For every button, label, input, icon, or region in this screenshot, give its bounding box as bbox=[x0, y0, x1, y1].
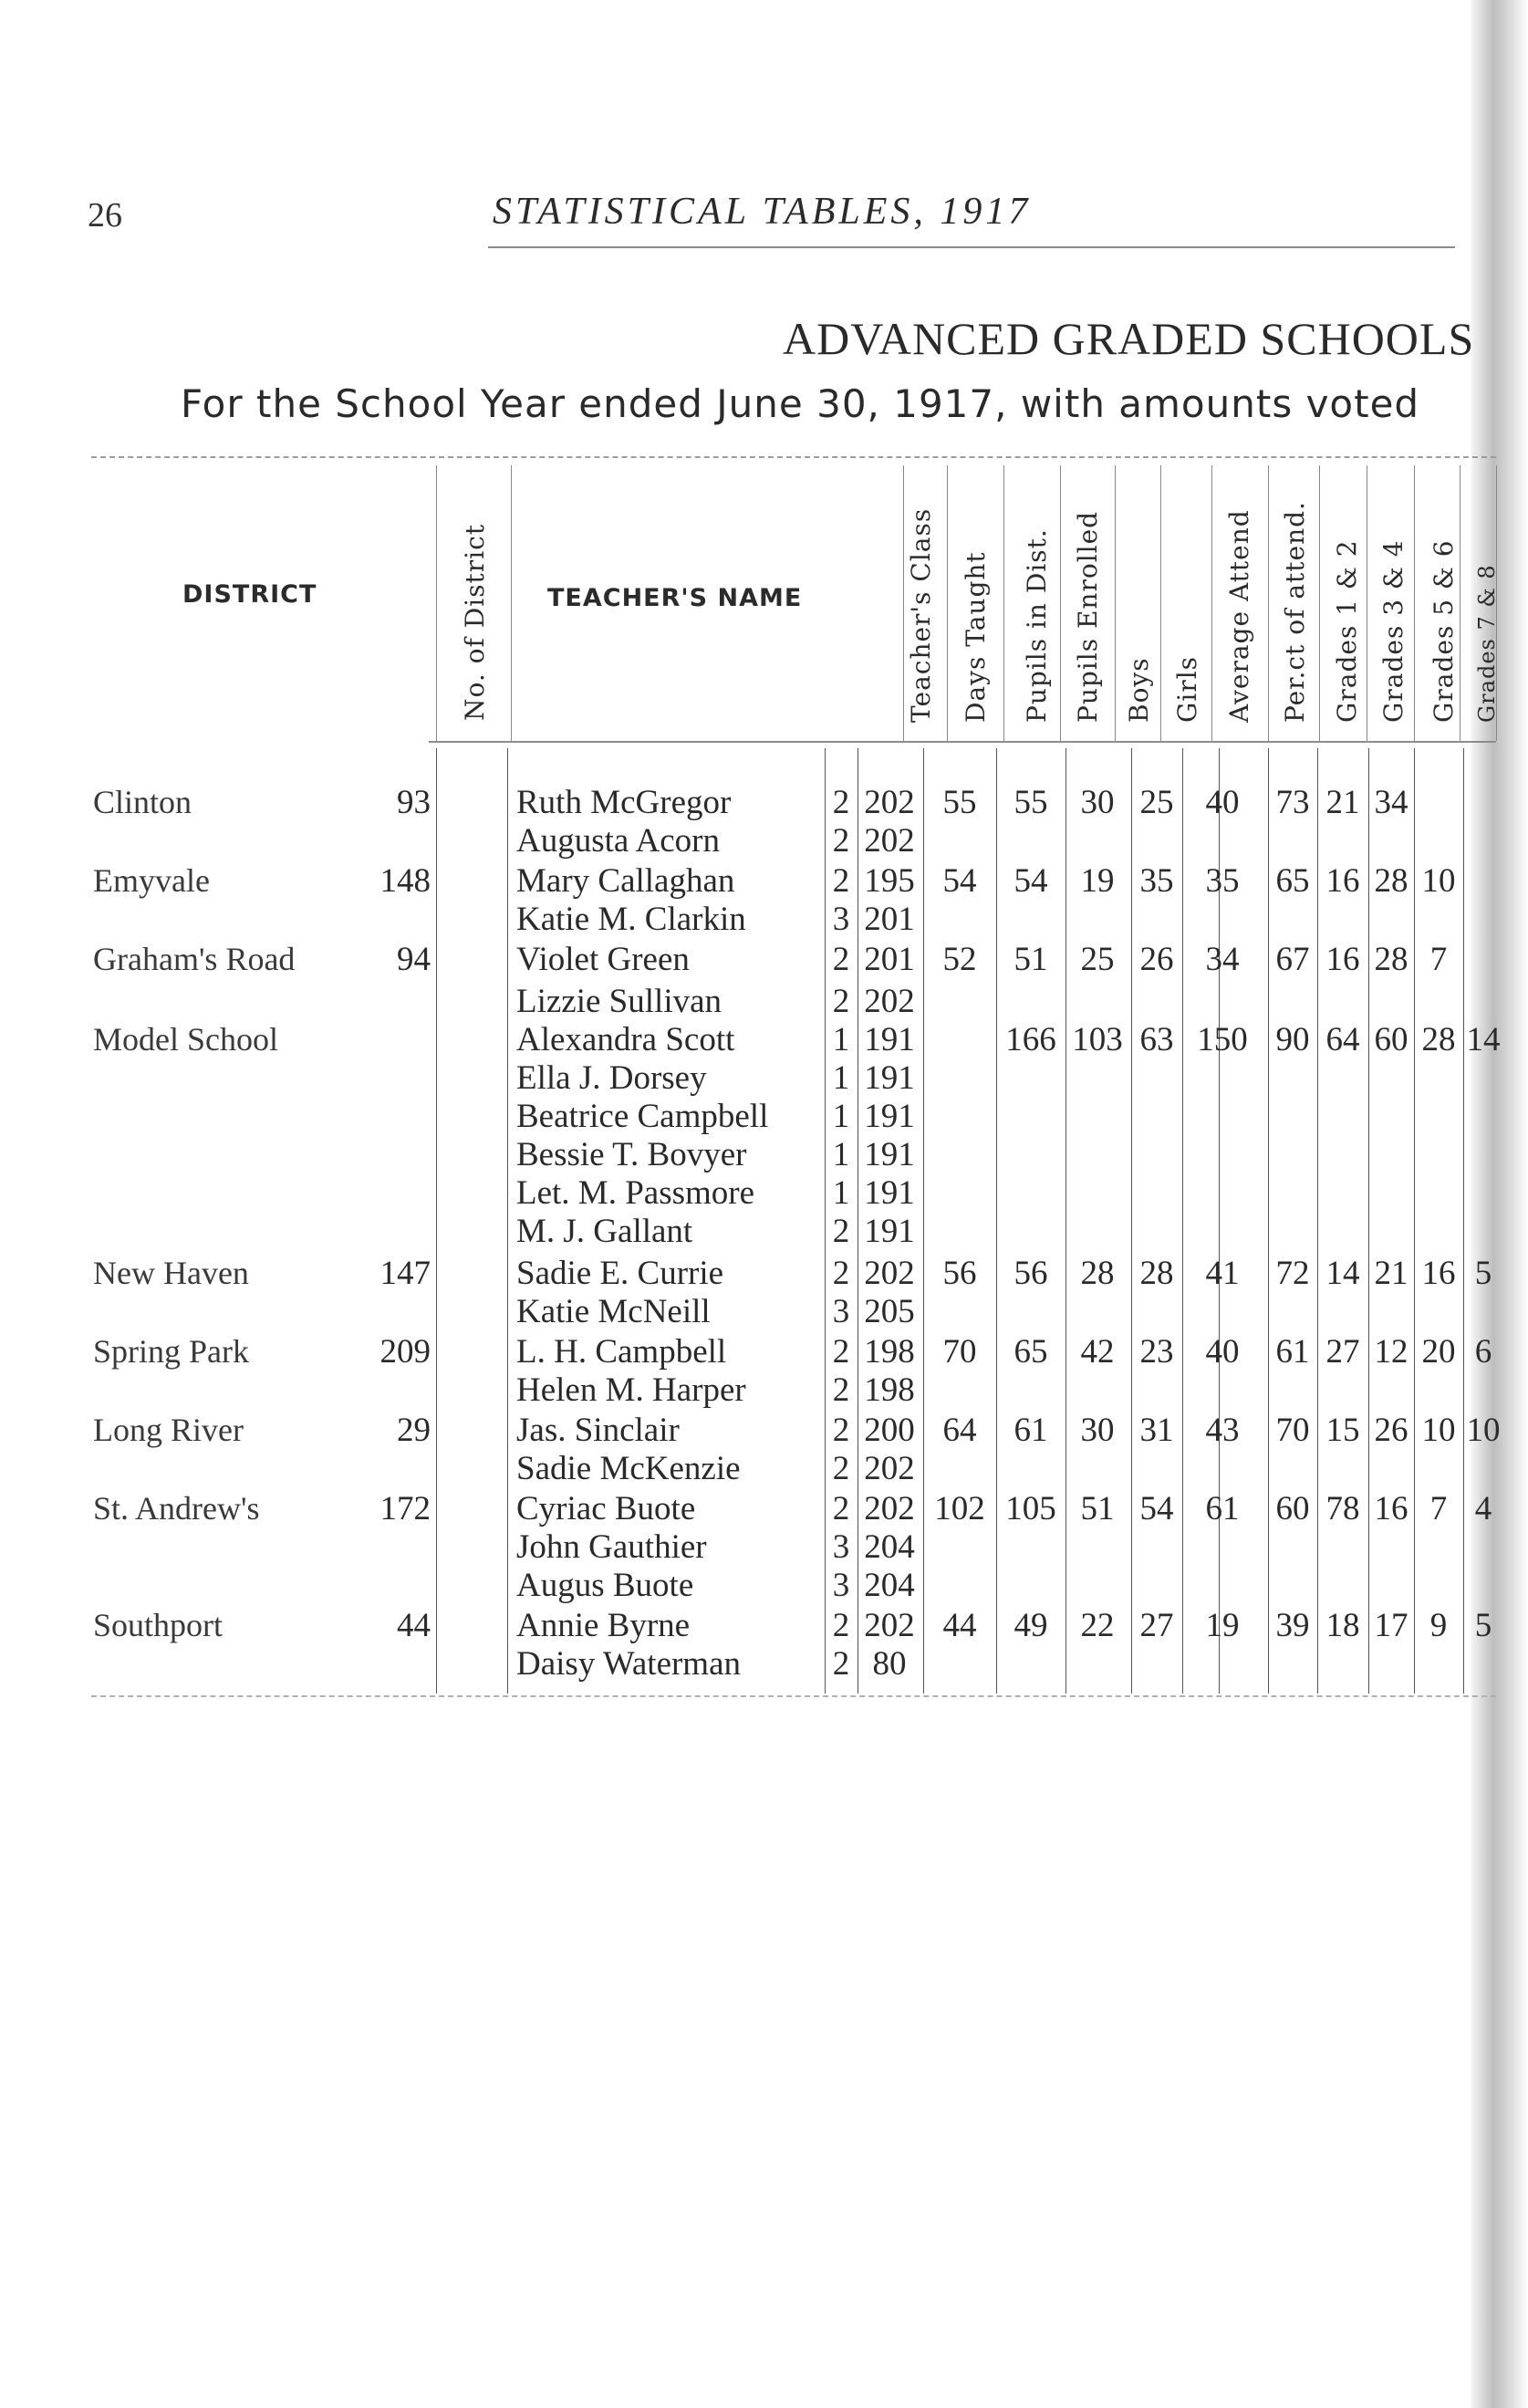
district-number: 148 bbox=[379, 862, 431, 900]
percent-attend: 60 bbox=[1275, 1490, 1310, 1527]
grades-1-2: 14 bbox=[1325, 1255, 1360, 1292]
pupils-in-district: 166 bbox=[1005, 1021, 1056, 1058]
pupils-in-district: 55 bbox=[1013, 784, 1048, 821]
average-attend: 35 bbox=[1205, 862, 1240, 900]
boys-count: 51 bbox=[1080, 1490, 1115, 1527]
running-head: STATISTICAL TABLES, 1917 bbox=[493, 191, 1032, 233]
district-number: 147 bbox=[379, 1255, 431, 1292]
boys-count: 22 bbox=[1080, 1607, 1115, 1644]
grades-5-6: 20 bbox=[1421, 1333, 1456, 1371]
average-attend: 150 bbox=[1197, 1021, 1248, 1058]
district-name: Spring Park bbox=[93, 1333, 249, 1370]
district-name: Emyvale bbox=[93, 862, 210, 899]
teacher-class: 2 bbox=[832, 1213, 850, 1250]
teacher-class: 1 bbox=[832, 1021, 850, 1058]
average-attend: 40 bbox=[1205, 1333, 1240, 1371]
pupils-in-district: 56 bbox=[1013, 1255, 1048, 1292]
header-grades-5-6: Grades 5 & 6 bbox=[1429, 539, 1459, 723]
header-district-no: No. of District bbox=[460, 523, 490, 721]
girls-count: 26 bbox=[1139, 941, 1174, 978]
teacher-class: 3 bbox=[832, 1528, 850, 1566]
column-rule bbox=[436, 465, 437, 741]
teacher-class: 2 bbox=[832, 1490, 850, 1527]
girls-count: 28 bbox=[1139, 1255, 1174, 1292]
district-number: 29 bbox=[397, 1412, 431, 1449]
column-rule bbox=[1317, 748, 1318, 1694]
column-rule bbox=[1414, 748, 1415, 1694]
district-name: Graham's Road bbox=[93, 941, 296, 977]
header-boys: Boys bbox=[1124, 657, 1154, 723]
teacher-days: 204 bbox=[864, 1567, 915, 1604]
column-rule bbox=[1414, 465, 1415, 741]
grades-7-8: 10 bbox=[1466, 1412, 1501, 1449]
pupils-in-district: 49 bbox=[1013, 1607, 1048, 1644]
girls-count: 63 bbox=[1139, 1021, 1174, 1058]
teacher-days: 202 bbox=[864, 784, 915, 821]
teacher-days: 202 bbox=[864, 1607, 915, 1644]
pupils-in-district: 65 bbox=[1013, 1333, 1048, 1371]
teacher-class: 2 bbox=[832, 1607, 850, 1644]
girls-count: 25 bbox=[1139, 784, 1174, 821]
teacher-days: 198 bbox=[864, 1333, 915, 1371]
girls-count: 54 bbox=[1139, 1490, 1174, 1527]
grades-3-4: 34 bbox=[1374, 784, 1408, 821]
district-name: St. Andrew's bbox=[93, 1490, 260, 1527]
column-rule bbox=[1060, 465, 1061, 741]
column-rule bbox=[1211, 465, 1212, 741]
teacher-name: M. J. Gallant bbox=[516, 1213, 693, 1250]
column-rule bbox=[1115, 465, 1116, 741]
header-grades-3-4: Grades 3 & 4 bbox=[1378, 539, 1408, 723]
grades-1-2: 21 bbox=[1325, 784, 1360, 821]
grades-3-4: 21 bbox=[1374, 1255, 1408, 1292]
boys-count: 19 bbox=[1080, 862, 1115, 900]
percent-attend: 65 bbox=[1275, 862, 1310, 900]
teacher-name: Augusta Acorn bbox=[516, 822, 720, 860]
column-rule bbox=[1003, 465, 1004, 741]
column-rule bbox=[1268, 465, 1269, 741]
grades-7-8: 4 bbox=[1474, 1490, 1492, 1527]
grades-1-2: 16 bbox=[1325, 941, 1360, 978]
grades-1-2: 64 bbox=[1325, 1021, 1360, 1058]
grades-7-8: 5 bbox=[1474, 1607, 1492, 1644]
teacher-days: 201 bbox=[864, 901, 915, 938]
teacher-class: 2 bbox=[832, 1333, 850, 1371]
days-taught: 54 bbox=[942, 862, 977, 900]
column-rule bbox=[511, 465, 512, 741]
grades-3-4: 26 bbox=[1374, 1412, 1408, 1449]
pupils-in-district: 105 bbox=[1005, 1490, 1056, 1527]
average-attend: 40 bbox=[1205, 784, 1240, 821]
percent-attend: 73 bbox=[1275, 784, 1310, 821]
teacher-days: 195 bbox=[864, 862, 915, 900]
teacher-name: Jas. Sinclair bbox=[516, 1412, 680, 1449]
table-top-rule bbox=[91, 456, 1496, 458]
pupils-in-district: 54 bbox=[1013, 862, 1048, 900]
header-days-taught: Days Taught bbox=[961, 551, 991, 723]
teacher-name: Sadie E. Currie bbox=[516, 1255, 724, 1292]
teacher-days: 202 bbox=[864, 822, 915, 860]
teacher-days: 204 bbox=[864, 1528, 915, 1566]
girls-count: 35 bbox=[1139, 862, 1174, 900]
grades-1-2: 18 bbox=[1325, 1607, 1360, 1644]
days-taught: 56 bbox=[942, 1255, 977, 1292]
average-attend: 43 bbox=[1205, 1412, 1240, 1449]
girls-count: 23 bbox=[1139, 1333, 1174, 1371]
header-grades-7-8: Grades 7 & 8 bbox=[1474, 564, 1500, 723]
teacher-days: 191 bbox=[864, 1213, 915, 1250]
days-taught: 55 bbox=[942, 784, 977, 821]
days-taught: 52 bbox=[942, 941, 977, 978]
teacher-name: Beatrice Campbell bbox=[516, 1098, 769, 1135]
teacher-class: 2 bbox=[832, 784, 850, 821]
grades-5-6: 7 bbox=[1429, 941, 1448, 978]
boys-count: 42 bbox=[1080, 1333, 1115, 1371]
teacher-class: 3 bbox=[832, 1293, 850, 1330]
district-number: 44 bbox=[397, 1607, 431, 1644]
teacher-class: 2 bbox=[832, 1645, 850, 1683]
teacher-class: 2 bbox=[832, 1255, 850, 1292]
grades-1-2: 78 bbox=[1325, 1490, 1360, 1527]
girls-count: 31 bbox=[1139, 1412, 1174, 1449]
teacher-name: L. H. Campbell bbox=[516, 1333, 727, 1371]
table-bottom-rule bbox=[91, 1695, 1496, 1697]
teacher-name: Augus Buote bbox=[516, 1567, 694, 1604]
days-taught: 64 bbox=[942, 1412, 977, 1449]
grades-3-4: 28 bbox=[1374, 941, 1408, 978]
teacher-class: 1 bbox=[832, 1059, 850, 1097]
district-number: 209 bbox=[379, 1333, 431, 1371]
percent-attend: 39 bbox=[1275, 1607, 1310, 1644]
page-edge-shadow bbox=[1471, 0, 1528, 2408]
column-rule bbox=[1065, 748, 1066, 1694]
boys-count: 25 bbox=[1080, 941, 1115, 978]
percent-attend: 70 bbox=[1275, 1412, 1310, 1449]
pupils-in-district: 51 bbox=[1013, 941, 1048, 978]
header-girls: Girls bbox=[1172, 655, 1202, 723]
column-rule bbox=[825, 748, 826, 1694]
header-pupils-enrolled: Pupils Enrolled bbox=[1073, 510, 1103, 723]
column-rule bbox=[1496, 465, 1497, 741]
teacher-class: 3 bbox=[832, 1567, 850, 1604]
teacher-name: Let. M. Passmore bbox=[516, 1174, 755, 1212]
teacher-name: Alexandra Scott bbox=[516, 1021, 735, 1058]
average-attend: 34 bbox=[1205, 941, 1240, 978]
teacher-days: 201 bbox=[864, 941, 915, 978]
header-teacher-name: TEACHER'S NAME bbox=[547, 584, 803, 612]
teacher-days: 191 bbox=[864, 1021, 915, 1058]
district-name: New Haven bbox=[93, 1255, 249, 1291]
grades-5-6: 16 bbox=[1421, 1255, 1456, 1292]
teacher-class: 2 bbox=[832, 1371, 850, 1409]
column-rule bbox=[947, 465, 948, 741]
header-grades-1-2: Grades 1 & 2 bbox=[1332, 539, 1362, 723]
average-attend: 19 bbox=[1205, 1607, 1240, 1644]
district-number: 94 bbox=[397, 941, 431, 978]
teacher-days: 202 bbox=[864, 1490, 915, 1527]
boys-count: 103 bbox=[1072, 1021, 1123, 1058]
grades-1-2: 15 bbox=[1325, 1412, 1360, 1449]
column-rule bbox=[996, 748, 997, 1694]
page-subtitle: For the School Year ended June 30, 1917, with amounts voted bbox=[181, 381, 1420, 426]
grades-5-6: 7 bbox=[1429, 1490, 1448, 1527]
column-rule bbox=[1368, 748, 1369, 1694]
boys-count: 30 bbox=[1080, 1412, 1115, 1449]
teacher-days: 202 bbox=[864, 1450, 915, 1487]
teacher-name: John Gauthier bbox=[516, 1528, 707, 1566]
column-rule bbox=[1463, 748, 1464, 1694]
teacher-class: 2 bbox=[832, 941, 850, 978]
teacher-class: 1 bbox=[832, 1136, 850, 1173]
teacher-name: Helen M. Harper bbox=[516, 1371, 746, 1409]
page-title: ADVANCED GRADED SCHOOLS bbox=[783, 313, 1475, 364]
district-number: 93 bbox=[397, 784, 431, 821]
column-rule bbox=[1182, 748, 1183, 1694]
girls-count: 27 bbox=[1139, 1607, 1174, 1644]
percent-attend: 67 bbox=[1275, 941, 1310, 978]
teacher-class: 2 bbox=[832, 1450, 850, 1487]
header-percent-attend: Per.ct of attend. bbox=[1280, 501, 1310, 723]
teacher-class: 3 bbox=[832, 901, 850, 938]
header-average-attend: Average Attend bbox=[1224, 509, 1254, 723]
header-district: DISTRICT bbox=[182, 580, 317, 609]
grades-3-4: 16 bbox=[1374, 1490, 1408, 1527]
teacher-name: Mary Callaghan bbox=[516, 862, 735, 900]
average-attend: 41 bbox=[1205, 1255, 1240, 1292]
teacher-days: 191 bbox=[864, 1098, 915, 1135]
grades-3-4: 17 bbox=[1374, 1607, 1408, 1644]
column-rule bbox=[436, 748, 437, 1694]
average-attend: 61 bbox=[1205, 1490, 1240, 1527]
grades-7-8: 5 bbox=[1474, 1255, 1492, 1292]
teacher-name: Annie Byrne bbox=[516, 1607, 691, 1644]
teacher-class: 2 bbox=[832, 1412, 850, 1449]
teacher-days: 191 bbox=[864, 1059, 915, 1097]
grades-5-6: 9 bbox=[1429, 1607, 1448, 1644]
header-teacher-class: Teacher's Class bbox=[906, 507, 936, 723]
column-rule bbox=[1131, 748, 1132, 1694]
grades-5-6: 10 bbox=[1421, 862, 1456, 900]
teacher-name: Bessie T. Bovyer bbox=[516, 1136, 747, 1173]
days-taught: 102 bbox=[934, 1490, 985, 1527]
column-rule bbox=[507, 748, 508, 1694]
teacher-name: Katie M. Clarkin bbox=[516, 901, 746, 938]
page-number: 26 bbox=[88, 196, 122, 235]
teacher-name: Violet Green bbox=[516, 941, 690, 978]
teacher-days: 202 bbox=[864, 983, 915, 1020]
percent-attend: 72 bbox=[1275, 1255, 1310, 1292]
grades-1-2: 27 bbox=[1325, 1333, 1360, 1371]
teacher-class: 1 bbox=[832, 1098, 850, 1135]
column-rule bbox=[1268, 748, 1269, 1694]
grades-7-8: 6 bbox=[1474, 1333, 1492, 1371]
column-rule bbox=[1319, 465, 1320, 741]
grades-7-8: 14 bbox=[1466, 1021, 1501, 1058]
teacher-days: 200 bbox=[864, 1412, 915, 1449]
percent-attend: 61 bbox=[1275, 1333, 1310, 1371]
grades-3-4: 60 bbox=[1374, 1021, 1408, 1058]
teacher-name: Ella J. Dorsey bbox=[516, 1059, 707, 1097]
table-header-rule bbox=[429, 741, 1496, 743]
teacher-class: 2 bbox=[832, 862, 850, 900]
teacher-name: Lizzie Sullivan bbox=[516, 983, 722, 1020]
teacher-name: Cyriac Buote bbox=[516, 1490, 696, 1527]
column-rule bbox=[1160, 465, 1161, 741]
percent-attend: 90 bbox=[1275, 1021, 1310, 1058]
days-taught: 70 bbox=[942, 1333, 977, 1371]
teacher-class: 2 bbox=[832, 983, 850, 1020]
district-name: Model School bbox=[93, 1021, 278, 1058]
teacher-name: Katie McNeill bbox=[516, 1293, 711, 1330]
days-taught: 44 bbox=[942, 1607, 977, 1644]
teacher-days: 191 bbox=[864, 1136, 915, 1173]
header-pupils-in-dist: Pupils in Dist. bbox=[1022, 528, 1052, 723]
column-rule bbox=[903, 465, 904, 741]
teacher-days: 202 bbox=[864, 1255, 915, 1292]
district-name: Clinton bbox=[93, 784, 192, 820]
district-number: 172 bbox=[379, 1490, 431, 1527]
grades-5-6: 28 bbox=[1421, 1021, 1456, 1058]
grades-3-4: 12 bbox=[1374, 1333, 1408, 1371]
teacher-class: 2 bbox=[832, 822, 850, 860]
teacher-days: 80 bbox=[872, 1645, 907, 1683]
teacher-days: 198 bbox=[864, 1371, 915, 1409]
teacher-name: Daisy Waterman bbox=[516, 1645, 742, 1683]
boys-count: 28 bbox=[1080, 1255, 1115, 1292]
district-name: Long River bbox=[93, 1412, 244, 1448]
teacher-name: Sadie McKenzie bbox=[516, 1450, 741, 1487]
running-head-rule bbox=[488, 246, 1455, 248]
district-name: Southport bbox=[93, 1607, 223, 1643]
teacher-days: 191 bbox=[864, 1174, 915, 1212]
column-rule bbox=[923, 748, 924, 1694]
teacher-name: Ruth McGregor bbox=[516, 784, 732, 821]
teacher-days: 205 bbox=[864, 1293, 915, 1330]
grades-1-2: 16 bbox=[1325, 862, 1360, 900]
boys-count: 30 bbox=[1080, 784, 1115, 821]
pupils-in-district: 61 bbox=[1013, 1412, 1048, 1449]
grades-5-6: 10 bbox=[1421, 1412, 1456, 1449]
teacher-class: 1 bbox=[832, 1174, 850, 1212]
grades-3-4: 28 bbox=[1374, 862, 1408, 900]
